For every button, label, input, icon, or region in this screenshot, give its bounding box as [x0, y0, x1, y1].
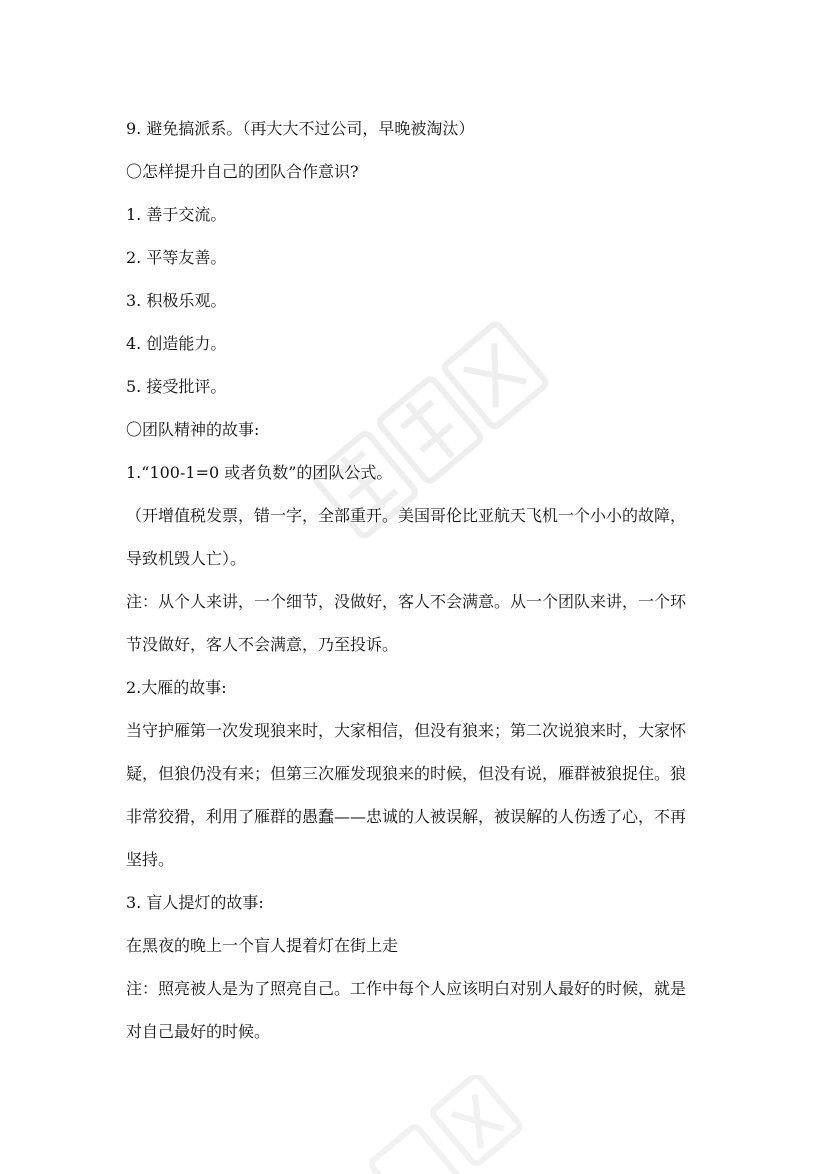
list-item: 3. 积极乐观。 — [126, 291, 227, 310]
story-title: 3. 盲人提灯的故事: — [126, 893, 264, 912]
list-item: 2. 平等友善。 — [126, 248, 227, 267]
document-body — [126, 107, 726, 1053]
text-line: 注：从个人来讲，一个细节，没做好，客人不会满意。从一个团队来讲，一个环 — [126, 592, 687, 611]
text-line: （开增值税发票，错一字，全部重开。美国哥伦比亚航天飞机一个小小的故障， — [126, 506, 687, 525]
text-line: 坚持。 — [126, 850, 175, 869]
text-line: 疑，但狼仍没有来；但第三次雁发现狼来的时候，但没有说，雁群被狼捉住。狼 — [126, 764, 687, 783]
text-line: 导致机毁人亡）。 — [126, 549, 247, 568]
text-line: 节没做好，客人不会满意，乃至投诉。 — [126, 635, 399, 654]
section-heading: 〇怎样提升自己的团队合作意识? — [126, 162, 359, 181]
story-title: 1.“100-1=0 或者负数”的团队公式。 — [126, 463, 393, 482]
text-line: 对自己最好的时候。 — [126, 1022, 271, 1041]
section-heading: 〇团队精神的故事: — [126, 420, 260, 439]
story-title: 2.大雁的故事: — [126, 678, 227, 697]
list-item: 4. 创造能力。 — [126, 334, 227, 353]
list-item: 1. 善于交流。 — [126, 205, 227, 224]
text-line: 注：照亮被人是为了照亮自己。工作中每个人应该明白对别人最好的时候，就是 — [126, 979, 687, 998]
text-line: 当守护雁第一次发现狼来时，大家相信，但没有狼来；第二次说狼来时，大家怀 — [126, 721, 687, 740]
text-line: 非常狡猾，利用了雁群的愚蠢——忠诚的人被误解，被误解的人伤透了心，不再 — [126, 807, 687, 826]
text-line: 在黑夜的晚上一个盲人提着灯在街上走 — [126, 936, 399, 955]
list-item: 5. 接受批评。 — [126, 377, 227, 396]
text-line: 9. 避免搞派系。（再大大不过公司，早晚被淘汰） — [126, 119, 475, 138]
watermark-logo-bottom — [330, 1075, 570, 1174]
